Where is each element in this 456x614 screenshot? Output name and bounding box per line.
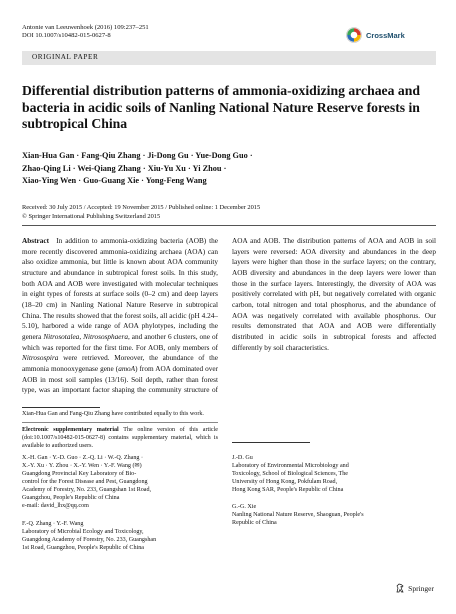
affiliation-4 (232, 503, 436, 527)
affiliation-line: Nanling National Nature Reserve, Shaoguan, People's (232, 512, 364, 518)
affiliation-line: Republic of China (232, 520, 277, 526)
publication-dates (22, 204, 422, 221)
article-type-bar (22, 51, 436, 65)
affiliation-line: 1st Road, Guangzhou, People's Republic of China (22, 545, 144, 551)
journal-citation: Antonie van Leeuwenhoek (2016) 109:237–251 (22, 24, 149, 31)
journal-doi: DOI 10.1007/s10482-015-0627-8 (22, 32, 111, 40)
crossmark-icon (346, 27, 362, 43)
publisher-name: Springer (408, 583, 434, 593)
abstract-text (22, 236, 218, 396)
abstract-part: In addition to ammonia-oxidizing bacteria (AOB) the more recently discovered ammonia-oxidizing archaea (AOA) can also oxidize ammonia, but little is known about AOA community structure and abundance in subtropical forest soils. In this study, both AOA and AOB were investigated with molecular techniques in eight types of forests at surface soils (0–2 cm) and deep layers (18–20 cm) in Nanling National Nature Reserve in subtropical China. The results showed that the forest soils, all acidic (pH 4.24–5.10), harbored a wide range of AOA phylotypes, including the genera (22, 237, 218, 341)
equal-contribution-note: Xian-Hua Gan and Fang-Qiu Zhang have contributed equally to this work. (22, 411, 204, 417)
affiliation-3 (232, 454, 436, 494)
esm-text-2: ) contains supplementary material, which is available to authorized users. (22, 435, 218, 449)
affiliation-line: X.-H. Gan · Y.-D. Guo · Z.-Q. Li · W.-Q. Zhang · (22, 455, 144, 461)
journal-header (22, 24, 149, 41)
esm-doi-link[interactable]: 10.1007/s10482-015-0627-8 (33, 435, 104, 441)
affiliation-1 (22, 454, 222, 510)
affiliation-line: University of Hong Kong, Pokfulam Road, (232, 479, 338, 485)
affiliation-line: X.-Y. Xu · Y. Zhou · X.-Y. Wen · Y.-F. Wang (✉) (22, 463, 142, 469)
esm-label: Electronic supplementary material (22, 427, 119, 433)
genus-name: Nitrososphaera (83, 332, 128, 341)
affiliation-line: Hong Kong SAR, People's Republic of China (232, 487, 344, 493)
esm-divider (22, 422, 218, 423)
header-divider (22, 225, 436, 226)
affiliation-2 (22, 520, 222, 552)
crossmark-label: CrossMark (366, 30, 405, 40)
abstract-part: , and another 6 clusters, one of which was reported for the first time. For AOB, only members of (22, 332, 218, 352)
footnote-divider (22, 407, 100, 408)
dates-line: Received: 30 July 2015 / Accepted: 19 November 2015 / Published online: 1 December 2015 (22, 204, 261, 211)
crossmark-badge[interactable] (346, 26, 436, 44)
esm-note (22, 426, 218, 450)
abstract-part: ) from AOA dominated over AOB in most soil samples (13/16). Soil depth, rather than forest type, was an important factor shaping the community structure of (22, 364, 218, 395)
abstract-column-left (22, 236, 218, 396)
footnote-divider-right (232, 442, 310, 443)
article-type: ORIGINAL PAPER (32, 53, 99, 61)
affiliation-line: Guangdong Academy of Forestry, No. 233, Guangshan (22, 537, 157, 543)
abstract-part: were retrieved. Moreover, the abundance of the ammonia monooxygenase gene ( (22, 354, 218, 373)
affiliation-line: Guangzhou, People's Republic of China (22, 495, 120, 501)
abstract-label: Abstract (22, 237, 49, 245)
author-line: Xiao-Ying Wen · Guo-Guang Xie · Yong-Feng Wang (22, 176, 207, 185)
abstract-part: , (79, 332, 84, 341)
affiliation-line: Academy of Forestry, No. 233, Guangshan 1st Road, (22, 487, 152, 493)
affiliation-line: F.-Q. Zhang · Y.-F. Wang (22, 521, 84, 527)
copyright-line: © Springer International Publishing Switzerland 2015 (22, 212, 161, 220)
paper-title: Differential distribution patterns of ammonia-oxidizing archaea and bacteria in acidic soils of Nanling National Nature Reserve forests in subtropical China (22, 83, 420, 131)
author-line: Xian-Hua Gan · Fang-Qiu Zhang · Ji-Dong Gu · Yue-Dong Guo · (22, 151, 253, 160)
affiliation-line: Laboratory of Environmental Microbiology and (232, 463, 349, 469)
affiliation-line: Laboratory of Microbial Ecology and Toxicology, (22, 529, 144, 535)
genus-name: Nitrosospira (22, 354, 59, 363)
affiliation-line: J.-D. Gu (232, 455, 253, 461)
affiliation-line: G.-G. Xie (232, 504, 257, 510)
gene-name: amoA (118, 364, 136, 373)
abstract-column-right (232, 236, 436, 432)
email-address[interactable]: e-mail: david_lhx@qq.com (22, 503, 89, 509)
genus-name: Nitrosotalea (43, 332, 80, 341)
author-line: Zhao-Qing Li · Wei-Qiang Zhang · Xiu-Yu Xu · Yi Zhou · (22, 163, 227, 173)
affiliation-line: Guangdong Provincial Key Laboratory of Bio- (22, 471, 137, 477)
springer-horse-icon (395, 583, 405, 593)
author-list (22, 150, 352, 188)
esm-text-1: The online version of this article (doi: (22, 427, 218, 441)
affiliation-line: control for the Forest Disease and Pest, Guangdong (22, 479, 148, 485)
affiliation-line: Toxicology, School of Biological Sciences, The (232, 471, 349, 477)
abstract-text-continued: AOA and AOB. The distribution patterns of AOA and AOB in soil layers were reversed: AOA diversity and abundances in the deep layers were higher than those in the surface layers; on the contrary, AOB diversity and abundances in the deep layers were lower than those in the surface layers. Interestingly, the diversity of AOA was positively correlated with pH, but negatively correlated with organic carbon, total nitrogen and total phosphorus, and the abundance of AOA was negatively correlated with available phosphorus. Our results demonstrated that AOA and AOB were differentially distributed in acidic soils in subtropical forests and affected differently by soil characteristics. (232, 237, 436, 352)
publisher-logo (395, 583, 434, 593)
